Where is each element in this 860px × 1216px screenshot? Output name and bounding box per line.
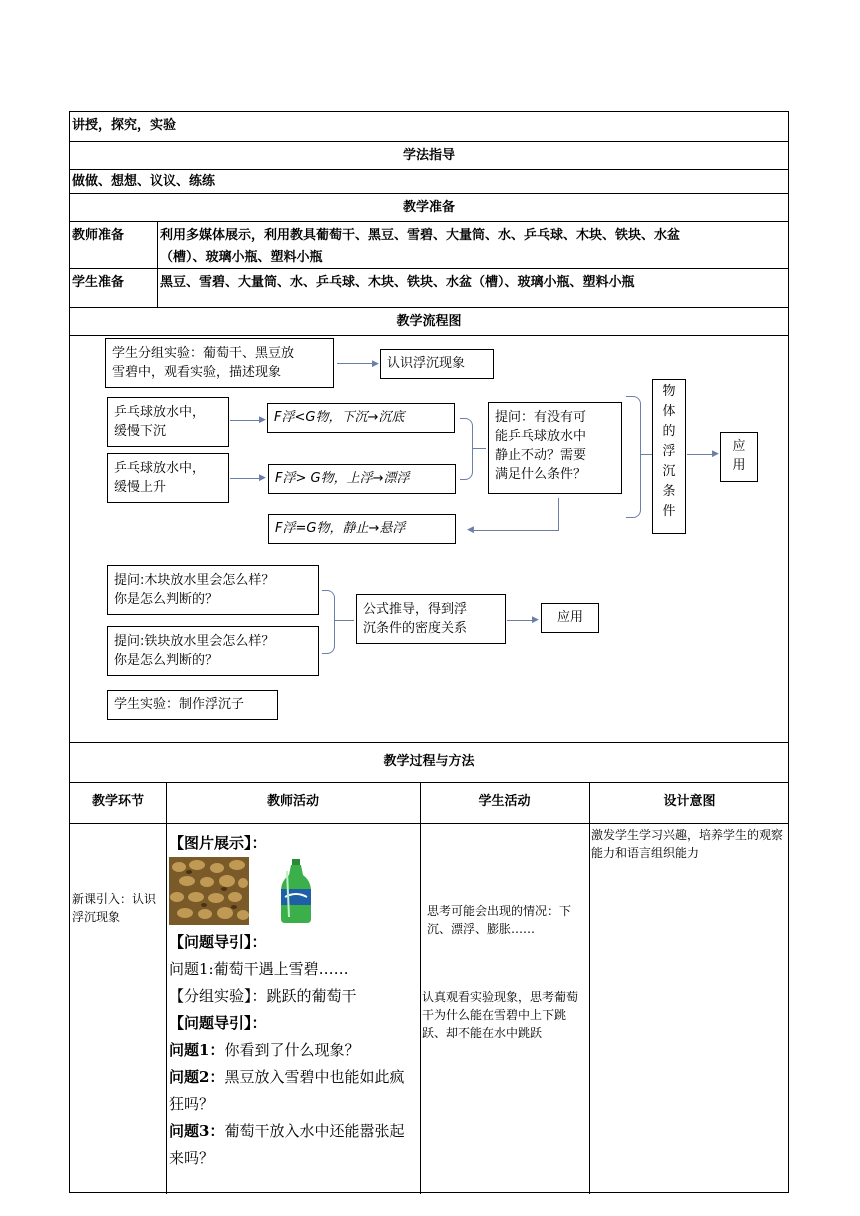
- header-student: 学生活动: [478, 794, 531, 809]
- student-prep-label: 学生准备: [72, 275, 125, 290]
- question-line: [169, 956, 419, 983]
- flow-title: 教学流程图: [396, 314, 462, 329]
- arrow: [472, 448, 486, 449]
- study-guide-title: 学法指导: [402, 148, 455, 163]
- question-line: [169, 1118, 419, 1172]
- teacher-prep-line1: 利用多媒体展示，利用教具葡萄干、黑豆、雪碧、大量筒、水、乒乓球、木块、铁块、水盆: [160, 228, 681, 243]
- arrow: [230, 478, 262, 479]
- flow-text: 你是怎么判断的？: [114, 592, 219, 607]
- bracket: [460, 418, 473, 480]
- process-title-row: [70, 743, 788, 783]
- flow-box-iron: [107, 626, 319, 676]
- process-content-row: [70, 824, 788, 1194]
- formula-sink: F浮<G物，下沉→沉底: [267, 403, 455, 433]
- formula-suspend: F浮=G物，静止→悬浮: [268, 514, 456, 544]
- header-intent: 设计意图: [663, 794, 716, 809]
- flow-text: 能乒乓球放水中: [495, 429, 587, 444]
- flow-box-group-experiment: [105, 338, 334, 388]
- flow-char: 的: [662, 424, 676, 439]
- arrow-head-icon: ▶: [372, 359, 379, 369]
- arrow: [334, 620, 354, 621]
- raisins-image: [169, 857, 249, 925]
- study-guide-text: 做做、想想、议议、练练: [72, 174, 216, 189]
- flow-text: 提问：有没有可: [495, 410, 587, 425]
- question-text: 葡萄干放入水中还能嚣张起来吗？: [169, 1122, 405, 1167]
- arrow-head-icon: ▶: [259, 473, 266, 483]
- student-prep-text: 黑豆、雪碧、大量筒、水、乒乓球、木块、铁块、水盆（槽）、玻璃小瓶、塑料小瓶: [160, 275, 635, 290]
- group-line: [169, 983, 419, 1010]
- method-text: 讲授，探究，实验: [72, 118, 177, 133]
- question-label: 问题2：: [169, 1068, 225, 1086]
- flow-text: 乒乓球放水中，: [114, 461, 206, 476]
- group-text: 【分组实验】：跳跃的葡萄干: [169, 987, 357, 1005]
- student-activity-2: 认真观看实验现象，思考葡萄干为什么能在雪碧中上下跳跃、却不能在水中跳跃: [422, 990, 579, 1040]
- arrow-head-icon: ▶: [259, 415, 266, 425]
- flowchart-area: [70, 336, 788, 743]
- question-label: 问题1：: [169, 1041, 225, 1059]
- flow-box-pingpong-rise: [107, 453, 229, 503]
- flow-box-apply: [720, 432, 758, 482]
- flow-text: 你是怎么判断的？: [114, 653, 219, 668]
- teacher-prep-text: [160, 225, 680, 269]
- arrow: [687, 454, 715, 455]
- design-intent: 激发学生学习兴趣，培养学生的观察能力和语言组织能力: [591, 828, 784, 860]
- flow-char: 物: [662, 384, 676, 399]
- process-title: 教学过程与方法: [383, 754, 475, 769]
- flow-title-row: [70, 308, 788, 336]
- arrow: [337, 363, 375, 364]
- method-row: [70, 112, 788, 142]
- lesson-plan-table: [69, 111, 789, 1193]
- header-stage: 教学环节: [91, 794, 144, 809]
- stage-text: 新课引入：认识浮沉现象: [72, 892, 157, 924]
- question-text: 问题1:葡萄干遇上雪碧……: [169, 960, 349, 978]
- flow-text: 满足什么条件？: [495, 467, 587, 482]
- prep-title: 教学准备: [402, 200, 455, 215]
- flow-text: 公式推导，得到浮: [363, 602, 468, 617]
- question-label: 问题3：: [169, 1122, 225, 1140]
- formula-float: F浮> G物，上浮→漂浮: [268, 464, 456, 494]
- bracket: [626, 396, 641, 518]
- pic-heading: 【图片展示】：: [169, 834, 267, 852]
- guide-heading: 【问题导引】：: [169, 933, 267, 951]
- teacher-prep-row: [70, 222, 788, 269]
- flow-text: 缓慢上升: [114, 480, 167, 495]
- question-text: 黑豆放入雪碧中也能如此疯狂吗？: [169, 1068, 405, 1113]
- flow-box-pingpong-sink: [107, 397, 229, 447]
- teacher-prep-line2: （槽）、玻璃小瓶、塑料小瓶: [160, 250, 323, 265]
- flow-box-wood: [107, 565, 319, 615]
- flow-text: 提问:铁块放水里会怎么样？: [114, 634, 275, 649]
- arrow-head-left-icon: ◀: [467, 525, 474, 535]
- flow-box-experiment: 学生实验：制作浮沉子: [107, 690, 278, 720]
- divider: [420, 824, 421, 1194]
- flow-char: 条: [662, 484, 676, 499]
- sprite-bottle-image: [261, 857, 331, 925]
- student-activity-1: 思考可能会出现的情况：下沉、漂浮、膨胀……: [427, 904, 572, 936]
- flow-box-formula-derivation: [356, 594, 506, 644]
- flow-box-question: [488, 402, 622, 494]
- flow-char: 体: [662, 404, 676, 419]
- arrow: [558, 498, 559, 530]
- study-guide-row: [70, 170, 788, 194]
- teacher-activity: [169, 830, 419, 1172]
- arrow: [640, 454, 652, 455]
- divider: [157, 269, 158, 307]
- teacher-prep-label: 教师准备: [72, 228, 125, 243]
- flow-box-float-conditions: [652, 379, 686, 534]
- flow-text: 提问:木块放水里会怎么样？: [114, 573, 275, 588]
- bracket: [322, 590, 335, 654]
- flow-char: 浮: [662, 444, 676, 459]
- flow-text: 雪碧中，观看实验，描述现象: [112, 365, 282, 380]
- question-text: 你看到了什么现象？: [224, 1041, 360, 1059]
- header-teacher: 教师活动: [266, 794, 319, 809]
- guide-heading: 【问题导引】：: [169, 1014, 267, 1032]
- divider: [157, 222, 158, 268]
- flow-box-recognize: 认识浮沉现象: [380, 349, 494, 379]
- flow-text: 学生分组实验：葡萄干、黑豆放: [112, 346, 295, 361]
- process-header-row: [70, 783, 788, 824]
- study-guide-title-row: [70, 142, 788, 170]
- flow-text: 沉条件的密度关系: [363, 621, 468, 636]
- arrow: [230, 420, 262, 421]
- question-line: [169, 1064, 419, 1118]
- flow-text: 缓慢下沉: [114, 424, 167, 439]
- divider: [589, 824, 590, 1194]
- flow-text: 用: [732, 458, 746, 473]
- arrow-head-icon: ▶: [712, 449, 719, 459]
- flow-text: 乒乓球放水中，: [114, 405, 206, 420]
- prep-title-row: [70, 194, 788, 222]
- divider: [166, 824, 167, 1194]
- flow-char: 沉: [662, 464, 676, 479]
- image-row: [169, 857, 419, 929]
- flow-text: 应: [732, 439, 746, 454]
- arrow: [507, 620, 535, 621]
- flow-char: 件: [662, 504, 676, 519]
- flow-text: 静止不动？需要: [495, 448, 587, 463]
- arrow: [474, 530, 559, 531]
- flow-box-apply-2: 应用: [541, 603, 599, 633]
- arrow-head-icon: ▶: [532, 615, 539, 625]
- question-line: [169, 1037, 419, 1064]
- student-prep-row: [70, 269, 788, 308]
